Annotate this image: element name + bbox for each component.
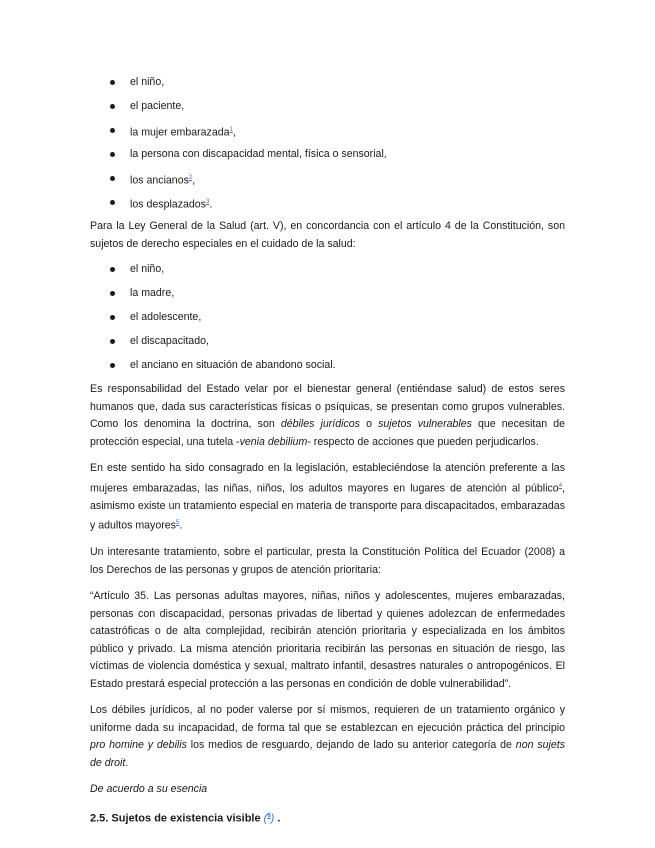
subtitle-esencia: De acuerdo a su esencia [90, 783, 208, 796]
list-item-text: el discapacitado, [130, 335, 209, 347]
quote-articulo-35: “Artículo 35. Las personas adultas mayores, niñas, niños y adolescentes, mujeres embarazadas, personas con discapacidad, personas privadas de libertad y quienes adolezcan de enfermedades catastróficas o de alta complejidad, recibirán atención prioritaria y especializada en los ámbitos público y privado. La misma atención prioritaria recibirán las personas en situación de riesgo, las víctimas de violencia doméstica y sexual, maltrato infantil, desastres naturales o antropogénicos. El Estado prestará especial protección a las personas en condición de doble vulnerabilidad”. [90, 590, 565, 690]
list-item [90, 118, 565, 142]
paragraph-responsabilidad [90, 381, 565, 451]
bullet-icon [110, 152, 115, 157]
bullet-icon [110, 291, 115, 296]
italic-term: non sujets de droit [90, 739, 565, 769]
paren: ( [263, 812, 268, 825]
text-run: los medios de resguardo, dejando de lado su anterior categoría de [186, 739, 516, 752]
list-item [90, 257, 565, 281]
italic-term: pro homine y debilis [90, 739, 187, 752]
bullet-icon [110, 176, 115, 181]
paragraph-ley-salud: Para la Ley General de la Salud (art. V), en concordancia con el artículo 4 de la Constitución, son sujetos de derecho especiales en el cuidado de la salud: [90, 220, 565, 250]
bullet-icon [110, 80, 115, 85]
list-item [90, 190, 565, 214]
bullet-icon [110, 363, 115, 368]
list-item-text: el niño, [130, 263, 165, 275]
list-item-text: la persona con discapacidad mental, física o sensorial, [130, 148, 387, 160]
paragraph-constitucion-ecuador: Un interesante tratamiento, sobre el particular, presta la Constitución Política del Ecuador (2008) a los Derechos de las personas y grupos de atención prioritaria: [90, 546, 565, 576]
punctuation: . [209, 198, 213, 211]
italic-term: débiles jurídicos [280, 418, 360, 430]
italic-term: sujetos vulnerables [378, 418, 472, 430]
text-run: o [359, 418, 379, 430]
bullet-icon [110, 128, 115, 133]
list-item [90, 142, 565, 166]
footnote-link[interactable]: 3 [205, 199, 210, 205]
list-item [90, 353, 565, 377]
bullet-icon [110, 267, 115, 272]
text-run: . [179, 519, 183, 532]
list-item [90, 305, 565, 329]
list-item-text: el adolescente, [130, 311, 202, 323]
list-item-text: el niño, [130, 76, 165, 88]
text-run: - respecto de acciones que pueden perjudicarlos. [307, 435, 539, 448]
list-item-text: la madre, [130, 287, 175, 299]
list-item [90, 281, 565, 305]
paragraph-debiles-juridicos [90, 702, 565, 772]
bullet-list-ley [90, 257, 565, 377]
list-item [90, 70, 565, 94]
text-run: que necesitan de protección especial, una tutela - [90, 418, 566, 448]
text-run: Es responsabilidad del Estado velar por el bienestar general (entiéndase salud) de estos seres humanos que, dada sus características físicas o psíquicas, se presentan como grupos vulnerables. Como los denomina la doctrina, son [90, 383, 565, 430]
section-heading [90, 808, 565, 828]
bullet-icon [110, 315, 115, 320]
paren: ) [270, 812, 275, 825]
bullet-icon [110, 339, 115, 344]
list-item-text: el anciano en situación de abandono social. [130, 359, 336, 371]
list-item [90, 166, 565, 190]
list-item [90, 329, 565, 353]
heading-end: . [274, 812, 281, 825]
punctuation: , [232, 126, 236, 139]
text-run: En este sentido ha sido consagrado en la legislación, estableciéndose la atención preferente a las mujeres embarazadas, las niñas, niños, los adultos mayores en lugares de atención al público [90, 462, 565, 495]
footnote-link[interactable]: 5 [175, 520, 180, 527]
italic-term: venia debilium [239, 435, 308, 448]
bullet-icon [110, 200, 115, 205]
list-item-text: el paciente, [130, 100, 185, 112]
list-item-text: la mujer embarazada [130, 126, 230, 139]
text-run: . [125, 756, 129, 769]
footnote-link[interactable]: 2 [188, 175, 193, 181]
paragraph-legislacion [90, 460, 565, 535]
bullet-list-vulnerable [90, 70, 565, 214]
list-item-text: los ancianos [130, 174, 189, 187]
punctuation: , [192, 174, 196, 187]
footnote-link[interactable]: 4 [558, 482, 563, 489]
bullet-icon [110, 104, 115, 109]
footnote-link[interactable]: 6 [267, 812, 271, 819]
list-item [90, 94, 565, 118]
heading-text: 2.5. Sujetos de existencia visible [90, 812, 264, 825]
text-run: , asimismo existe un tratamiento especial en materia de transporte para discapacitados, embarazadas y adultos mayores [90, 482, 565, 532]
document-body [90, 70, 565, 828]
text-run: Los débiles jurídicos, al no poder valerse por sí mismos, requieren de un tratamiento orgánico y uniforme dada su incapacidad, de forma tal que se establezcan en ejecución práctica del principio [90, 704, 565, 734]
footnote-link[interactable]: 1 [229, 127, 233, 133]
list-item-text: los desplazados [130, 198, 206, 211]
